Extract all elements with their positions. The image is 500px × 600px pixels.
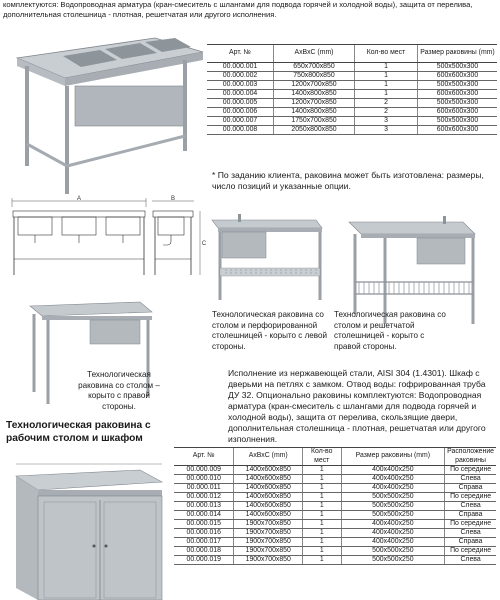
table-cell: 00.000.015 <box>174 520 234 529</box>
table-cell: 00.000.005 <box>207 99 274 108</box>
table-cell: 1 <box>355 72 418 81</box>
col-header: Кол-во мест <box>303 448 342 466</box>
table-cell: 1 <box>355 63 418 72</box>
table-cell: 1900x700x850 <box>234 529 303 538</box>
table-cell: 00.000.001 <box>207 63 274 72</box>
table-cell: 500x500x300 <box>418 63 498 72</box>
dimension-c-label: C <box>201 241 207 247</box>
table-row <box>174 556 496 565</box>
table-row <box>174 484 496 493</box>
custom-order-note: * По заданию клиента, раковина может быть изготовлена: размеры, число позиций и указанные опции. <box>212 170 484 191</box>
table-cell: 00.000.011 <box>174 484 234 493</box>
table-cell: 1 <box>303 502 342 511</box>
table-cell: 00.000.016 <box>174 529 234 538</box>
table-cell: 1400x800x850 <box>274 108 355 117</box>
table-cell: 2 <box>355 108 418 117</box>
caption-plain: Технологическая раковина со столом – корыто с правой стороны. <box>78 370 160 411</box>
col-header: Расположение раковины <box>445 448 496 466</box>
table-row <box>174 466 496 475</box>
table-cell: 1400x800x850 <box>274 90 355 99</box>
col-header: Арт. № <box>207 45 274 63</box>
table-cell: 00.000.006 <box>207 108 274 117</box>
table-row <box>174 493 496 502</box>
dimension-a-label: A <box>76 196 82 202</box>
table-cell: По середине <box>445 547 496 556</box>
table-row <box>174 502 496 511</box>
table-cell: 1 <box>303 538 342 547</box>
table-cell: Слева <box>445 475 496 484</box>
table-cell: 500x500x250 <box>341 493 445 502</box>
table-cell: 600x600x300 <box>418 126 498 135</box>
col-header: АхВхС (mm) <box>234 448 303 466</box>
spec-table-1 <box>207 44 497 135</box>
cabinet-description: Исполнение из нержавеющей стали, AISI 304 (1.4301). Шкаф с дверьми на петлях с замком. Отвод воды: гофрированная труба ДУ 32. Опционально раковины комплектуются: Водопроводная арматура (кран-смеситель с шлангами для подвода горячей и холодной воды), защита от перелива, скользящие двери, дополнительная столешница - плотная, решетчатая или другого изполнения. <box>228 368 486 444</box>
table-cell: 00.000.003 <box>207 81 274 90</box>
table-cell: Справа <box>445 511 496 520</box>
table-cell: 1400x600x850 <box>234 493 303 502</box>
table-cell: 1400x600x850 <box>234 475 303 484</box>
table-cell: По середине <box>445 466 496 475</box>
table-row <box>174 475 496 484</box>
table-cell: 500x500x250 <box>341 556 445 565</box>
table-cell: 00.000.012 <box>174 493 234 502</box>
table-cell: 1900x700x850 <box>234 538 303 547</box>
cabinet-section-heading: Технологическая раковина с рабочим столом и шкафом <box>6 420 151 444</box>
table-cell: 00.000.010 <box>174 475 234 484</box>
table-cell: 1 <box>303 484 342 493</box>
table-cell: 400x400x250 <box>341 538 445 547</box>
table-cell: 400x400x250 <box>341 466 445 475</box>
table-cell: 1 <box>355 81 418 90</box>
table-row <box>174 520 496 529</box>
table-cell: 1400x600x850 <box>234 466 303 475</box>
table-cell: Слева <box>445 556 496 565</box>
spec-table-2 <box>174 447 496 565</box>
col-header: Размер раковины (mm) <box>341 448 445 466</box>
table-cell: 500x500x300 <box>418 99 498 108</box>
table-cell: 1 <box>303 511 342 520</box>
table-cell: 500x500x250 <box>341 511 445 520</box>
table-row <box>174 511 496 520</box>
table-cell: 1400x600x850 <box>234 484 303 493</box>
cabinet-sink-image <box>2 448 172 600</box>
table-cell: 500x500x250 <box>341 547 445 556</box>
table-cell: 1900x700x850 <box>234 520 303 529</box>
table-cell: 00.000.018 <box>174 547 234 556</box>
table-row <box>174 547 496 556</box>
table-cell: 1200x700x850 <box>274 99 355 108</box>
side-view-drawing <box>150 197 206 277</box>
caption-perforated: Технологическая раковина со столом и перфорированной столешницей - корыто с левой стороны. <box>212 310 328 351</box>
caption-lattice: Технологическая раковина со столом и решетчатой столешницей - корыто с правой стороны. <box>334 310 446 351</box>
table-cell: 1 <box>303 475 342 484</box>
table-row <box>207 126 497 135</box>
table-cell: 1750x700x850 <box>274 117 355 126</box>
table-cell: 400x400x250 <box>341 520 445 529</box>
triple-sink-image <box>5 26 205 196</box>
table-cell: 400x400x250 <box>341 529 445 538</box>
table-row <box>207 108 497 117</box>
table-cell: Слева <box>445 502 496 511</box>
table-cell: 1400x600x850 <box>234 511 303 520</box>
table-cell: По середине <box>445 493 496 502</box>
table-cell: 500x500x300 <box>418 81 498 90</box>
col-header: АхВхС (mm) <box>274 45 355 63</box>
table-cell: По середине <box>445 520 496 529</box>
col-header: Кол-во мест <box>355 45 418 63</box>
table-row <box>207 90 497 99</box>
col-header: Арт. № <box>174 448 234 466</box>
table-cell: 3 <box>355 126 418 135</box>
table-cell: 00.000.014 <box>174 511 234 520</box>
table-row <box>207 72 497 81</box>
table-cell: 1400x600x850 <box>234 502 303 511</box>
perforated-table-sink-image <box>208 210 326 302</box>
table-cell: 00.000.013 <box>174 502 234 511</box>
col-header: Размер раковины (mm) <box>418 45 498 63</box>
table-cell: 400x400x250 <box>341 484 445 493</box>
table-cell: 600x600x300 <box>418 108 498 117</box>
table-row <box>207 63 497 72</box>
table-cell: 1 <box>303 493 342 502</box>
table-cell: 1900x700x850 <box>234 547 303 556</box>
table-cell: 1 <box>303 466 342 475</box>
table-cell: 00.000.019 <box>174 556 234 565</box>
table-cell: 2 <box>355 99 418 108</box>
table-cell: 1200x700x850 <box>274 81 355 90</box>
table-cell: 500x500x250 <box>341 502 445 511</box>
table-cell: 1 <box>303 556 342 565</box>
table-row <box>207 81 497 90</box>
table-cell: 00.000.017 <box>174 538 234 547</box>
table-cell: 00.000.002 <box>207 72 274 81</box>
table-cell: 00.000.008 <box>207 126 274 135</box>
table-cell: Справа <box>445 484 496 493</box>
front-view-drawing <box>8 197 150 277</box>
table-cell: 1900x700x850 <box>234 556 303 565</box>
table-cell: 750x800x850 <box>274 72 355 81</box>
table-cell: 00.000.004 <box>207 90 274 99</box>
table-row <box>207 117 497 126</box>
table-cell: Справа <box>445 538 496 547</box>
table-cell: Слева <box>445 529 496 538</box>
intro-paragraph: комплектуются: Водопроводная арматура (кран-смеситель с шлангами для подвода горячей и холодной воды), защита от перелива, дополнительная столешница - плотная, решетчатая или другого исполнения. <box>3 0 473 19</box>
table-cell: 00.000.009 <box>174 466 234 475</box>
table-row <box>207 99 497 108</box>
table-cell: 1 <box>355 90 418 99</box>
table-cell: 00.000.007 <box>207 117 274 126</box>
table-cell: 400x400x250 <box>341 475 445 484</box>
table-cell: 1 <box>303 547 342 556</box>
table-cell: 2050x800x850 <box>274 126 355 135</box>
table-cell: 600x600x300 <box>418 90 498 99</box>
dimension-b-label: B <box>170 196 176 202</box>
table-cell: 3 <box>355 117 418 126</box>
table-row <box>174 529 496 538</box>
table-cell: 1 <box>303 529 342 538</box>
table-cell: 1 <box>303 520 342 529</box>
table-cell: 650x700x850 <box>274 63 355 72</box>
table-cell: 600x600x300 <box>418 72 498 81</box>
table-cell: 500x500x300 <box>418 117 498 126</box>
table-row <box>174 538 496 547</box>
